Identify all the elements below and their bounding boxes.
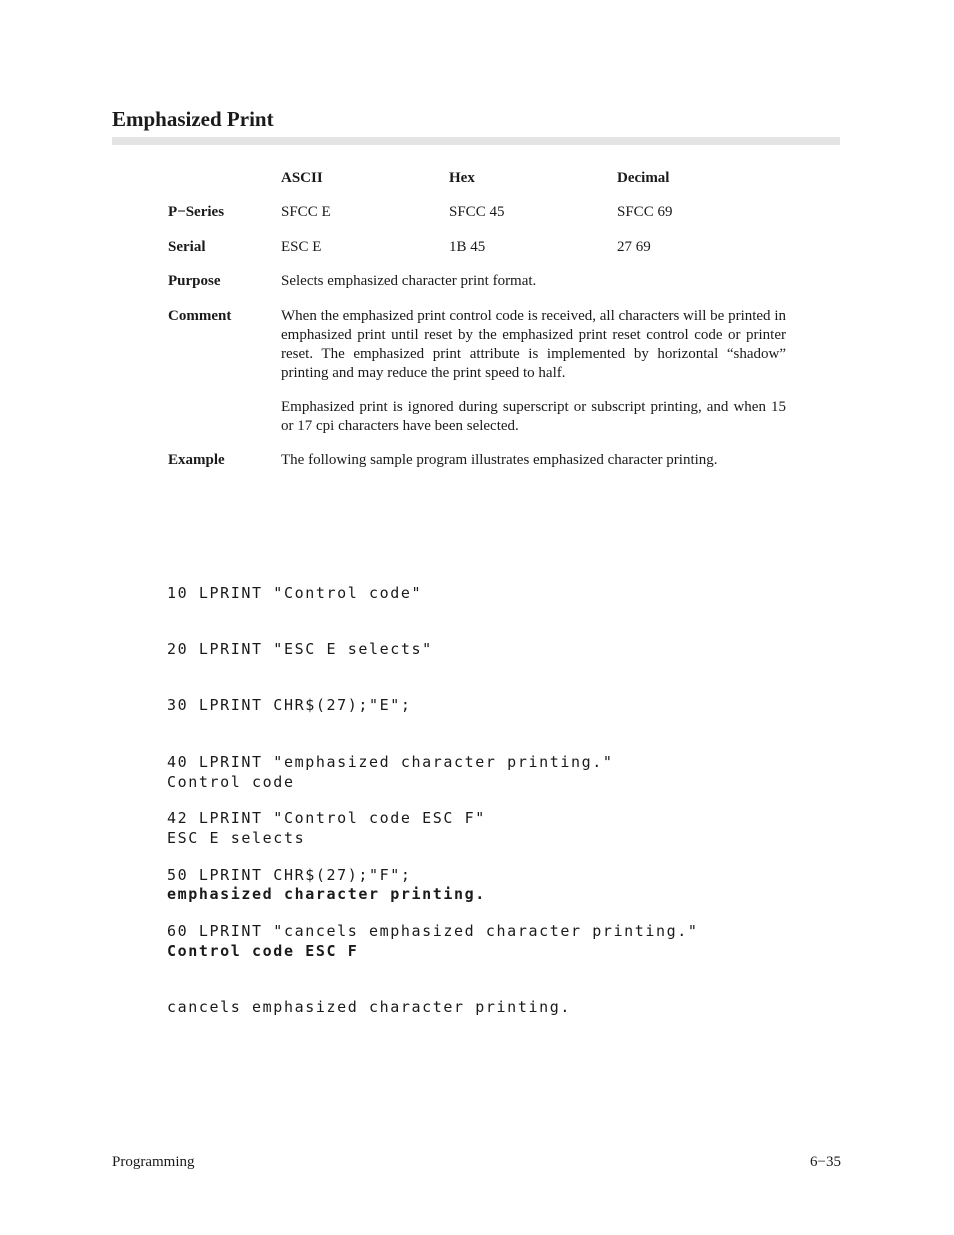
printed-output [167, 735, 571, 1036]
comment-paragraph-1: When the emphasized print control code is received, all characters will be printed in emphasized print until reset by the emphasized print reset control code or printer reset. The emphasized print attribute is implemented by horizontal “shadow” printing and may reduce the print speed to half. [281, 308, 786, 381]
p-series-hex: SFCC 45 [449, 204, 505, 220]
program-line: 40 LPRINT "emphasized character printing." [167, 752, 614, 771]
output-line: Control code [167, 772, 295, 791]
purpose-label: Purpose [168, 273, 221, 289]
example-text: The following sample program illustrates emphasized character printing. [281, 452, 718, 468]
header-decimal: Decimal [617, 170, 670, 186]
footer-section-name: Programming [112, 1154, 195, 1170]
program-line: 10 LPRINT "Control code" [167, 583, 423, 602]
page-title: Emphasized Print [112, 107, 274, 131]
serial-decimal: 27 69 [617, 239, 651, 255]
example-label: Example [168, 452, 225, 468]
title-rule [112, 137, 840, 145]
program-line: 60 LPRINT "cancels emphasized character printing." [167, 921, 699, 940]
output-line: emphasized character printing. [167, 885, 486, 904]
serial-hex: 1B 45 [449, 239, 486, 255]
header-ascii: ASCII [281, 170, 323, 186]
p-series-label: P−Series [168, 204, 225, 220]
output-line: cancels emphasized character printing. [167, 998, 571, 1017]
program-line: 30 LPRINT CHR$(27);"E"; [167, 696, 412, 715]
header-hex: Hex [449, 170, 475, 186]
serial-ascii: ESC E [281, 239, 322, 255]
program-line: 50 LPRINT CHR$(27);"F"; [167, 865, 412, 884]
output-line: ESC E selects [167, 828, 306, 847]
comment-label: Comment [168, 308, 232, 324]
p-series-ascii: SFCC E [281, 204, 331, 220]
program-line: 42 LPRINT "Control code ESC F" [167, 809, 486, 828]
comment-paragraph-2: Emphasized print is ignored during superscript or subscript printing, and when 15 or 17 cpi characters have been selected. [281, 399, 786, 434]
purpose-text: Selects emphasized character print format. [281, 273, 537, 289]
output-line: Control code ESC F [167, 941, 359, 960]
footer-page-number: 6−35 [810, 1154, 841, 1170]
program-line: 20 LPRINT "ESC E selects" [167, 639, 433, 658]
p-series-decimal: SFCC 69 [617, 204, 673, 220]
serial-label: Serial [168, 239, 206, 255]
